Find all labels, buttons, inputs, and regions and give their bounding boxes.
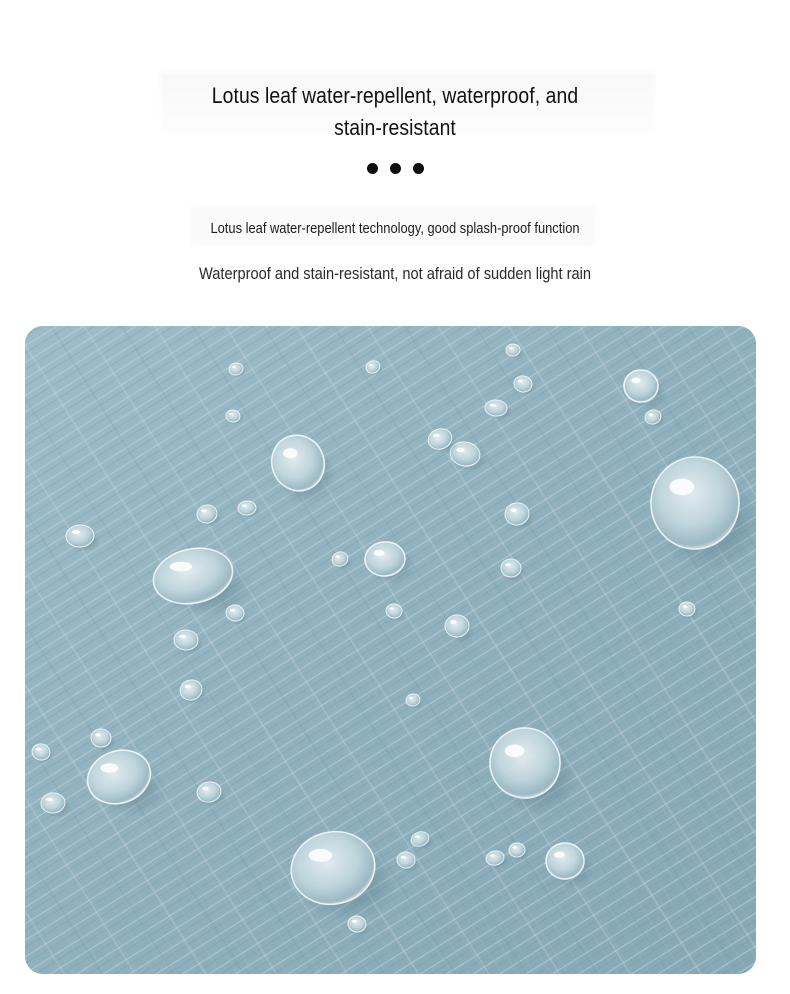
droplet-highlight: [242, 504, 247, 507]
droplet-highlight: [669, 479, 694, 496]
droplet-highlight: [201, 509, 207, 512]
droplet-highlight: [230, 609, 235, 612]
water-droplet: [506, 344, 521, 357]
droplet-highlight: [490, 854, 495, 857]
droplet-highlight: [283, 448, 298, 458]
droplet-highlight: [490, 404, 496, 407]
droplet-highlight: [352, 920, 357, 923]
water-droplet: [679, 601, 696, 616]
droplet-highlight: [433, 434, 440, 438]
fabric-water-droplets-photo: [25, 326, 756, 974]
droplet-highlight: [682, 605, 686, 608]
dot-icon: [390, 163, 401, 174]
droplet-highlight: [389, 607, 393, 610]
feature-title-line-2: stain-resistant: [334, 115, 456, 140]
dot-icon: [367, 163, 378, 174]
droplet-highlight: [415, 835, 420, 838]
droplet-highlight: [309, 849, 333, 862]
droplet-highlight: [510, 508, 517, 512]
rain-description: Waterproof and stain-resistant, not afraid of sudden light rain: [199, 264, 591, 283]
droplet-highlight: [179, 635, 186, 639]
droplet-highlight: [185, 685, 191, 689]
fabric-photo-svg: [25, 326, 756, 974]
dot-icon: [413, 163, 424, 174]
droplet-highlight: [202, 787, 209, 791]
droplet-highlight: [509, 347, 513, 349]
technology-description: Lotus leaf water-repellent technology, good splash-proof function: [210, 220, 580, 237]
feature-title-line-1: Lotus leaf water-repellent, waterproof, and: [211, 83, 579, 108]
droplet-highlight: [95, 733, 101, 736]
droplet-highlight: [369, 364, 373, 366]
droplet-highlight: [100, 763, 118, 772]
feature-title: [144, 80, 646, 144]
droplet-highlight: [401, 856, 406, 859]
droplet-highlight: [518, 380, 523, 383]
droplet-highlight: [232, 366, 236, 368]
droplet-highlight: [631, 378, 641, 384]
droplet-highlight: [373, 550, 384, 556]
water-droplet: [509, 842, 526, 857]
droplet-highlight: [36, 748, 41, 751]
droplet-highlight: [505, 563, 511, 566]
droplet-highlight: [648, 413, 652, 416]
droplet-highlight: [170, 562, 192, 572]
droplet-highlight: [505, 744, 525, 757]
droplet-highlight: [229, 413, 233, 415]
droplet-highlight: [450, 620, 457, 624]
droplet-highlight: [72, 530, 80, 534]
droplet-highlight: [456, 448, 464, 452]
decorative-dots: [0, 163, 790, 174]
droplet-highlight: [46, 798, 53, 802]
droplet-highlight: [335, 555, 339, 558]
droplet-highlight: [554, 851, 565, 857]
droplet-highlight: [512, 846, 516, 849]
droplet-highlight: [409, 697, 413, 699]
